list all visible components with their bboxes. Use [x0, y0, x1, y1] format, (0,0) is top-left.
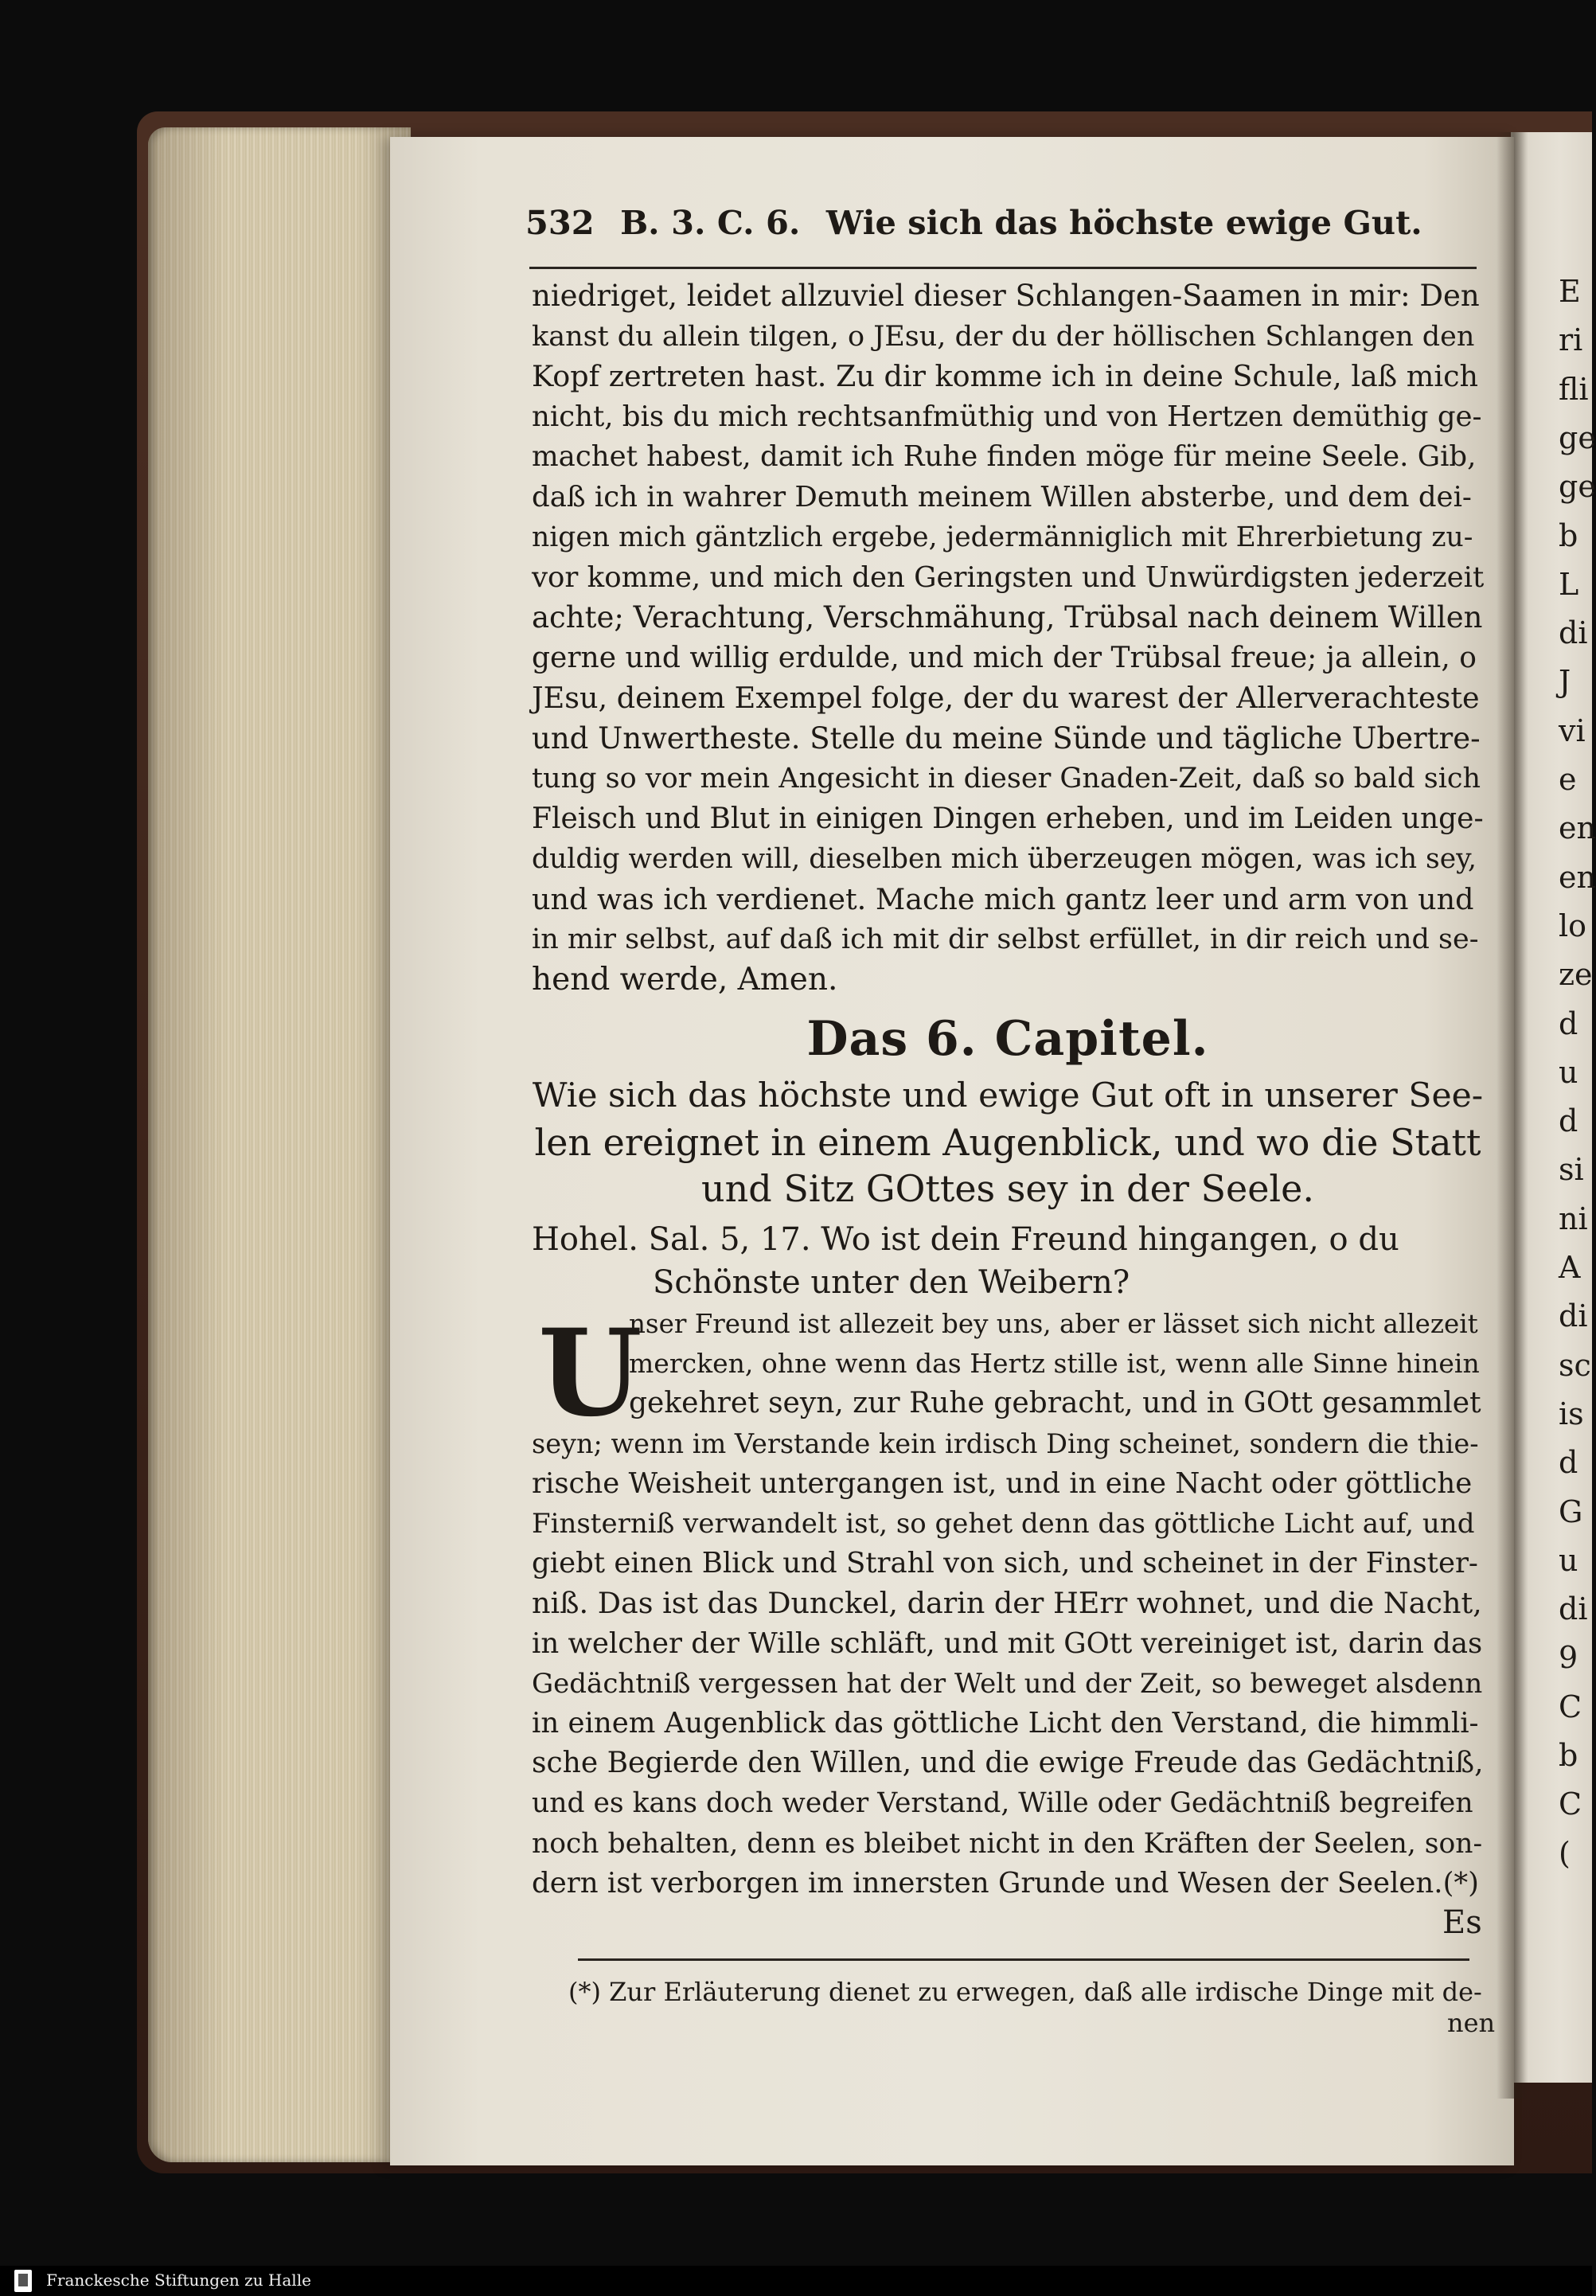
text-line: kanst du allein tilgen, o JEsu, der du der höllischen Schlangen den [532, 320, 1475, 353]
text-line: hend werde, Amen. [532, 961, 838, 998]
text-line: giebt einen Blick und Strahl von sich, und scheinet in der Finster- [532, 1547, 1478, 1580]
facing-page-fragment: en [1559, 810, 1596, 846]
facing-page-fragment: d [1559, 1445, 1578, 1481]
text-line: Kopf zertreten hast. Zu dir komme ich in deine Schule, laß mich [532, 359, 1479, 393]
text-line: und es kans doch weder Verstand, Wille oder Gedächtniß begreifen [532, 1787, 1473, 1820]
facing-page-fragment: di [1559, 1591, 1588, 1627]
facing-page-fragment: en [1559, 859, 1596, 895]
chapter-subtitle-line-2: len ereignet in einem Augenblick, und wo die Statt [534, 1121, 1481, 1164]
running-head-title: Wie sich das höchste ewige Gut. [825, 203, 1422, 242]
footnote: (*) Zur Erläuterung dienet zu erwegen, daß alle irdische Dinge mit de- [568, 1977, 1482, 2007]
drop-cap: U [538, 1303, 642, 1443]
text-line: Gedächtniß vergessen hat der Welt und der Zeit, so beweget alsdenn [532, 1667, 1483, 1700]
text-line: daß ich in wahrer Demuth meinem Willen absterbe, und dem dei- [532, 480, 1472, 513]
facing-page-fragment: u [1559, 1542, 1578, 1578]
facing-page-fragment: G [1559, 1494, 1583, 1529]
text-line: vor komme, und mich den Geringsten und Unwürdigsten jederzeit [532, 560, 1485, 594]
text-line: nicht, bis du mich rechtsanfmüthig und von Hertzen demüthig ge- [532, 400, 1482, 433]
facing-page-fragment: e [1559, 762, 1577, 797]
text-line: dern ist verborgen im innersten Grunde und Wesen der Seelen.(*) [532, 1866, 1480, 1900]
text-line: nser Freund ist allezeit bey uns, aber er lässet sich nicht allezeit [629, 1309, 1478, 1339]
text-line: und was ich verdienet. Mache mich gantz leer und arm von und [532, 881, 1474, 916]
facing-page-fragment: E [1559, 274, 1581, 309]
facing-page-fragment: ri [1559, 322, 1583, 358]
chapter-title: Das 6. Capitel. [806, 1011, 1209, 1067]
facing-page-fragment: C [1559, 1786, 1582, 1822]
facing-page-fragment: b [1559, 517, 1578, 553]
text-line: noch behalten, denn es bleibet nicht in den Kräften der Seelen, son- [532, 1827, 1483, 1860]
facing-page-fragment: ze [1559, 957, 1593, 993]
text-line: in mir selbst, auf daß ich mit dir selbst erfüllet, in dir reich und se- [532, 923, 1479, 955]
text-line: in welcher der Wille schläft, und mit GOtt vereiniget ist, darin das [532, 1626, 1483, 1660]
text-line: nigen mich gäntzlich ergebe, jedermänniglich mit Ehrerbietung zu- [532, 521, 1473, 553]
page-gutter [1496, 132, 1528, 2099]
text-line: rische Weisheit untergangen ist, und in eine Nacht oder göttliche [532, 1466, 1473, 1500]
facing-page-fragment: di [1559, 1298, 1588, 1334]
text-line: JEsu, deinem Exempel folge, der du warest der Allerverachteste [532, 681, 1480, 715]
facing-page-fragment: 9 [1559, 1640, 1578, 1676]
text-line: seyn; wenn im Verstande kein irdisch Ding scheinet, sondern die thie- [532, 1427, 1479, 1459]
text-line: niß. Das ist das Dunckel, darin der HErr wohnet, und die Nacht, [532, 1586, 1482, 1621]
running-head [525, 203, 1441, 259]
facing-page-fragment: C [1559, 1689, 1582, 1724]
text-line: niedriget, leidet allzuviel dieser Schlangen-Saamen in mir: Den [532, 279, 1480, 313]
facing-page-fragment: fli [1559, 371, 1589, 407]
text-line: machet habest, damit ich Ruhe finden möge für meine Seele. Gib, [532, 440, 1477, 473]
page-edges [148, 127, 411, 2162]
facing-page-fragment: sc [1559, 1347, 1591, 1383]
facing-page-fragment: vi [1559, 713, 1586, 748]
footnote-rule [578, 1958, 1469, 1961]
text-line: mercken, ohne wenn das Hertz stille ist, wenn alle Sinne hinein [629, 1348, 1480, 1380]
facing-page-fragment: d [1559, 1005, 1578, 1041]
facing-page-fragment: u [1559, 1054, 1578, 1090]
institution-logo-icon [14, 2270, 32, 2292]
facing-page-fragment: A [1559, 1250, 1581, 1285]
chapter-subtitle-line-3: und Sitz GOttes sey in der Seele. [701, 1167, 1314, 1210]
facing-page-fragment: d [1559, 1103, 1578, 1139]
text-line: Finsterniß verwandelt ist, so gehet denn das göttliche Licht auf, und [532, 1508, 1475, 1540]
text-line: in einem Augenblick das göttliche Licht den Verstand, die himmli- [532, 1707, 1479, 1740]
facing-page-fragment: di [1559, 615, 1588, 651]
facing-page-fragment: si [1559, 1152, 1584, 1188]
footnote-catchword: nen [1447, 2008, 1496, 2038]
section-reference: B. 3. C. 6. [620, 203, 801, 242]
scripture-reference-cont: Schönste unter den Weibern? [653, 1264, 1130, 1301]
page-number: 532 [525, 203, 595, 242]
text-line: gerne und willig erdulde, und mich der Trübsal freue; ja allein, o [532, 641, 1477, 674]
institution-name: Franckesche Stiftungen zu Halle [46, 2271, 311, 2290]
facing-page-fragment: b [1559, 1738, 1578, 1773]
facing-page-fragment: ni [1559, 1201, 1588, 1236]
catchword: Es [1442, 1904, 1482, 1941]
header-rule [529, 267, 1477, 269]
scripture-reference: Hohel. Sal. 5, 17. Wo ist dein Freund hingangen, o du [532, 1221, 1399, 1258]
facing-page-fragment: is [1559, 1396, 1584, 1431]
text-line: gekehret seyn, zur Ruhe gebracht, und in GOtt gesammlet [629, 1387, 1481, 1420]
text-line: sche Begierde den Willen, und die ewige Freude das Gedächtniß, [532, 1747, 1484, 1780]
facing-page-fragment: lo [1559, 908, 1587, 943]
chapter-subtitle-line-1: Wie sich das höchste und ewige Gut oft in unserer See- [532, 1076, 1484, 1115]
text-line: achte; Verachtung, Verschmähung, Trübsal nach deinem Willen [532, 600, 1483, 635]
facing-page-fragment: J [1559, 664, 1571, 700]
text-line: duldig werden will, dieselben mich überzeugen mögen, was ich sey, [532, 843, 1477, 875]
text-line: und Unwertheste. Stelle du meine Sünde und tägliche Ubertre- [532, 720, 1481, 756]
text-line: Fleisch und Blut in einigen Dingen erheben, und im Leiden unge- [532, 802, 1484, 835]
facing-page-fragment: ge [1559, 469, 1596, 505]
facing-page-fragment: L [1559, 566, 1579, 602]
facing-page-fragment: ( [1559, 1835, 1571, 1871]
text-line: tung so vor mein Angesicht in dieser Gnaden-Zeit, daß so bald sich [532, 763, 1481, 795]
facing-page-fragment: ge [1559, 420, 1596, 455]
